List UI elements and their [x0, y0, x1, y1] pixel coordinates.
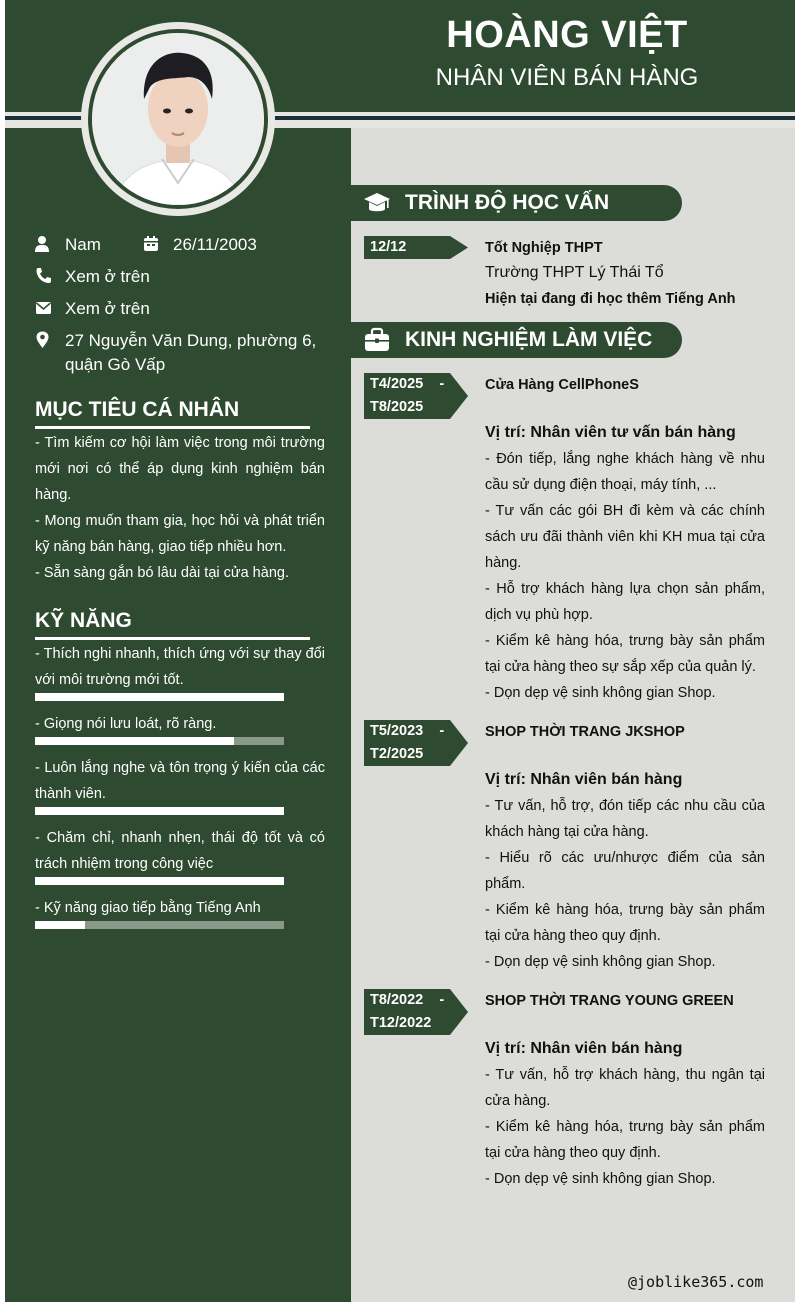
objective-list	[35, 430, 325, 586]
job-duties	[485, 793, 765, 975]
duty-item: - Dọn dẹp vệ sinh không gian Shop.	[485, 954, 716, 970]
skill-bar	[35, 693, 284, 701]
job-position: Vị trí: Nhân viên bán hàng	[485, 771, 683, 788]
job-company: SHOP THỜI TRANG YOUNG GREEN	[485, 993, 734, 1009]
duty-item: - Tư vấn, hỗ trợ, đón tiếp các nhu cầu của khách hàng tại cửa hàng.	[485, 798, 765, 840]
skills-underline	[35, 637, 310, 640]
avatar	[92, 33, 264, 205]
duty-item: - Hỗ trợ khách hàng lựa chọn sản phẩm, dịch vụ phù hợp.	[485, 581, 765, 623]
email-text: Xem ở trên	[65, 299, 150, 318]
gender-text: Nam	[65, 235, 101, 254]
skill-bar	[35, 877, 284, 885]
job-position: Vị trí: Nhân viên tư vấn bán hàng	[485, 424, 736, 441]
education-degree: Tốt Nghiệp THPT	[485, 240, 603, 256]
job-duties	[485, 446, 765, 706]
duty-item: - Tư vấn các gói BH đi kèm và các chính sách ưu đãi thành viên khi KH mua tại cửa hàng.	[485, 503, 765, 571]
job-company: SHOP THỜI TRANG JKSHOP	[485, 724, 685, 740]
duty-item: - Kiểm kê hàng hóa, trưng bày sản phẩm tại cửa hàng theo sự sắp xếp của quản lý.	[485, 633, 765, 675]
skill-item: - Kỹ năng giao tiếp bằng Tiếng Anh	[35, 900, 261, 916]
phone-icon	[35, 267, 53, 285]
education-header	[351, 185, 682, 221]
education-title: TRÌNH ĐỘ HỌC VẤN	[405, 191, 610, 214]
objective-item: - Sẵn sàng gắn bó lâu dài tại cửa hàng.	[35, 565, 289, 581]
duty-item: - Đón tiếp, lắng nghe khách hàng về nhu cầu sử dụng điện thoại, máy tính, ...	[485, 451, 765, 493]
skill-item: - Chăm chỉ, nhanh nhẹn, thái độ tốt và có trách nhiệm trong công việc	[35, 830, 325, 872]
experience-title: KINH NGHIỆM LÀM VIỆC	[405, 328, 653, 351]
phone-text: Xem ở trên	[65, 267, 150, 286]
job-date-end: T12/2022	[370, 1015, 432, 1031]
skill-bar-fill	[35, 921, 85, 929]
skill-item: - Luôn lắng nghe và tôn trọng ý kiến của các thành viên.	[35, 760, 325, 802]
person-icon	[35, 235, 53, 253]
cv-page	[5, 0, 795, 1302]
duty-item: - Kiểm kê hàng hóa, trưng bày sản phẩm tại cửa hàng theo quy định.	[485, 1119, 765, 1161]
job-duties	[485, 1062, 765, 1192]
birthday-text: 26/11/2003	[173, 235, 257, 254]
duty-item: - Dọn dẹp vệ sinh không gian Shop.	[485, 685, 716, 701]
skill-item: - Thích nghi nhanh, thích ứng với sự thay đổi với môi trường mới tốt.	[35, 646, 325, 688]
duty-item: - Tư vấn, hỗ trợ khách hàng, thu ngân tại cửa hàng.	[485, 1067, 765, 1109]
job-date-start: T8/2022 -	[370, 992, 445, 1008]
job-company: Cửa Hàng CellPhoneS	[485, 377, 639, 393]
duty-item: - Hiểu rõ các ưu/nhược điểm của sản phẩm.	[485, 850, 765, 892]
job-date-end: T8/2025	[370, 399, 424, 415]
experience-header	[351, 322, 682, 358]
job-position: Vị trí: Nhân viên bán hàng	[485, 1040, 683, 1057]
education-school: Trường THPT Lý Thái Tổ	[485, 264, 664, 281]
candidate-title: NHÂN VIÊN BÁN HÀNG	[435, 64, 699, 91]
objective-underline	[35, 426, 310, 429]
objective-item: - Mong muốn tham gia, học hỏi và phát triển kỹ năng bán hàng, giao tiếp nhiều hơn.	[35, 513, 325, 555]
graduation-cap-icon	[363, 189, 391, 217]
skills-title: KỸ NĂNG	[35, 609, 132, 632]
address-text: 27 Nguyễn Văn Dung, phường 6, quận Gò Vấp	[65, 331, 317, 374]
objective-item: - Tìm kiếm cơ hội làm việc trong môi trường mới nơi có thể áp dụng kinh nghiệm bán hàng.	[35, 435, 325, 503]
duty-item: - Dọn dẹp vệ sinh không gian Shop.	[485, 1171, 716, 1187]
objective-title: MỤC TIÊU CÁ NHÂN	[35, 398, 240, 421]
avatar-photo-icon	[92, 33, 264, 205]
email-icon	[35, 299, 53, 317]
job-date-start: T5/2023 -	[370, 723, 445, 739]
education-note: Hiện tại đang đi học thêm Tiếng Anh	[485, 291, 736, 307]
skill-bar	[35, 921, 284, 929]
skill-bar-fill	[35, 807, 284, 815]
skill-bar-fill	[35, 737, 234, 745]
skill-bar-fill	[35, 693, 284, 701]
watermark: @joblike365.com	[628, 1273, 764, 1291]
skill-bar	[35, 737, 284, 745]
briefcase-icon	[363, 326, 391, 354]
location-pin-icon	[35, 331, 53, 349]
education-date: 12/12	[370, 239, 407, 255]
candidate-name: HOÀNG VIỆT	[446, 14, 688, 56]
skill-bar-fill	[35, 877, 284, 885]
calendar-icon	[143, 235, 161, 253]
skill-bar	[35, 807, 284, 815]
job-date-end: T2/2025	[370, 746, 424, 762]
duty-item: - Kiểm kê hàng hóa, trưng bày sản phẩm tại cửa hàng theo quy định.	[485, 902, 765, 944]
job-date-start: T4/2025 -	[370, 376, 445, 392]
skill-item: - Giọng nói lưu loát, rõ ràng.	[35, 716, 217, 732]
